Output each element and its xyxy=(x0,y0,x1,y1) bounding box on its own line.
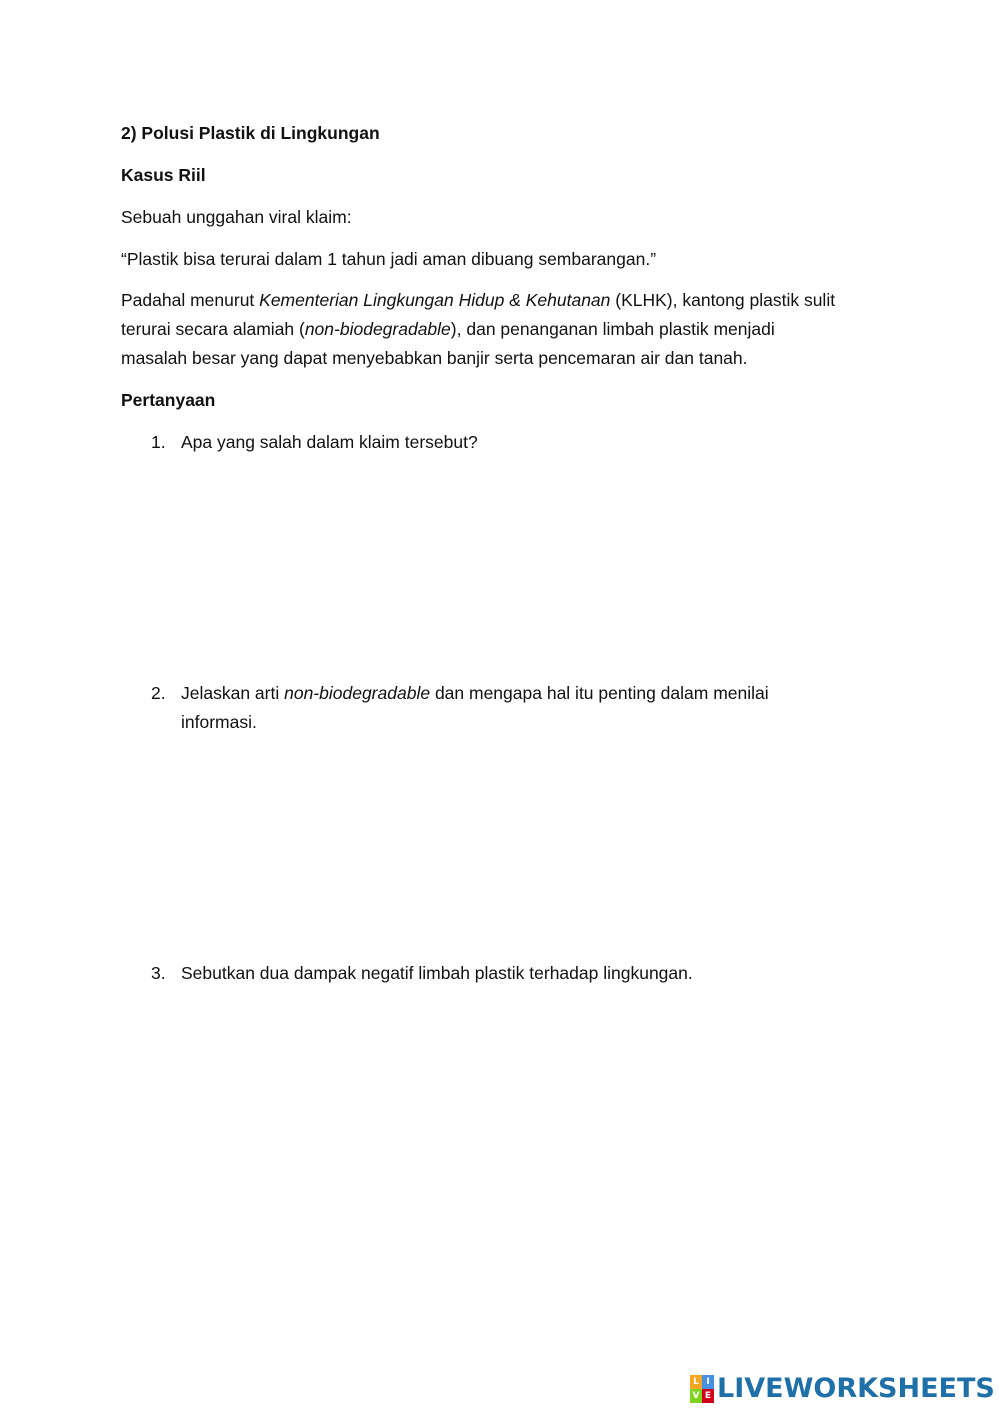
question-text-line: informasi. xyxy=(181,712,257,732)
questions-title: Pertanyaan xyxy=(121,390,216,410)
question-number: 2. xyxy=(151,683,166,703)
explanation-text: Padahal menurut xyxy=(121,290,260,310)
explanation-text: terurai secara alamiah ( xyxy=(121,319,305,339)
question-number: 3. xyxy=(151,963,166,983)
explanation-line-2 xyxy=(121,315,871,344)
explanation-line-1 xyxy=(121,286,871,315)
explanation-line-3: masalah besar yang dapat menyebabkan banjir serta pencemaran air dan tanah. xyxy=(121,348,748,368)
question-text xyxy=(181,679,861,737)
question-text-part: Jelaskan arti xyxy=(181,683,285,703)
explanation-text: ), dan penanganan limbah plastik menjadi xyxy=(450,319,775,339)
question-number: 1. xyxy=(151,432,166,452)
explanation-text: (KLHK), kantong plastik sulit xyxy=(610,290,836,310)
question-text-line xyxy=(181,679,861,708)
liveworksheets-logo-icon xyxy=(690,1375,714,1403)
question-text-line: Apa yang salah dalam klaim tersebut? xyxy=(181,432,478,452)
case-explanation xyxy=(121,286,871,373)
viral-claim-quote: “Plastik bisa terurai dalam 1 tahun jadi aman dibuang sembarangan.” xyxy=(121,249,657,269)
logo-tile: I xyxy=(702,1375,714,1389)
question-text-part: dan mengapa hal itu penting dalam menilai xyxy=(430,683,769,703)
term-non-biodegradable: non-biodegradable xyxy=(284,683,431,703)
case-intro: Sebuah unggahan viral klaim: xyxy=(121,207,352,227)
question-text xyxy=(181,428,861,457)
case-title: Kasus Riil xyxy=(121,165,206,185)
brand-name: LIVEWORKSHEETS xyxy=(717,1373,995,1404)
liveworksheets-logo xyxy=(690,1373,995,1405)
logo-tile: V xyxy=(690,1389,702,1403)
question-text xyxy=(181,959,861,988)
term-non-biodegradable: non-biodegradable xyxy=(304,319,451,339)
logo-tile: L xyxy=(690,1375,702,1389)
logo-tile: E xyxy=(702,1389,714,1403)
section-heading: 2) Polusi Plastik di Lingkungan xyxy=(121,123,380,143)
ministry-name: Kementerian Lingkungan Hidup & Kehutanan xyxy=(259,290,611,310)
question-text-line: Sebutkan dua dampak negatif limbah plastik terhadap lingkungan. xyxy=(181,963,693,983)
